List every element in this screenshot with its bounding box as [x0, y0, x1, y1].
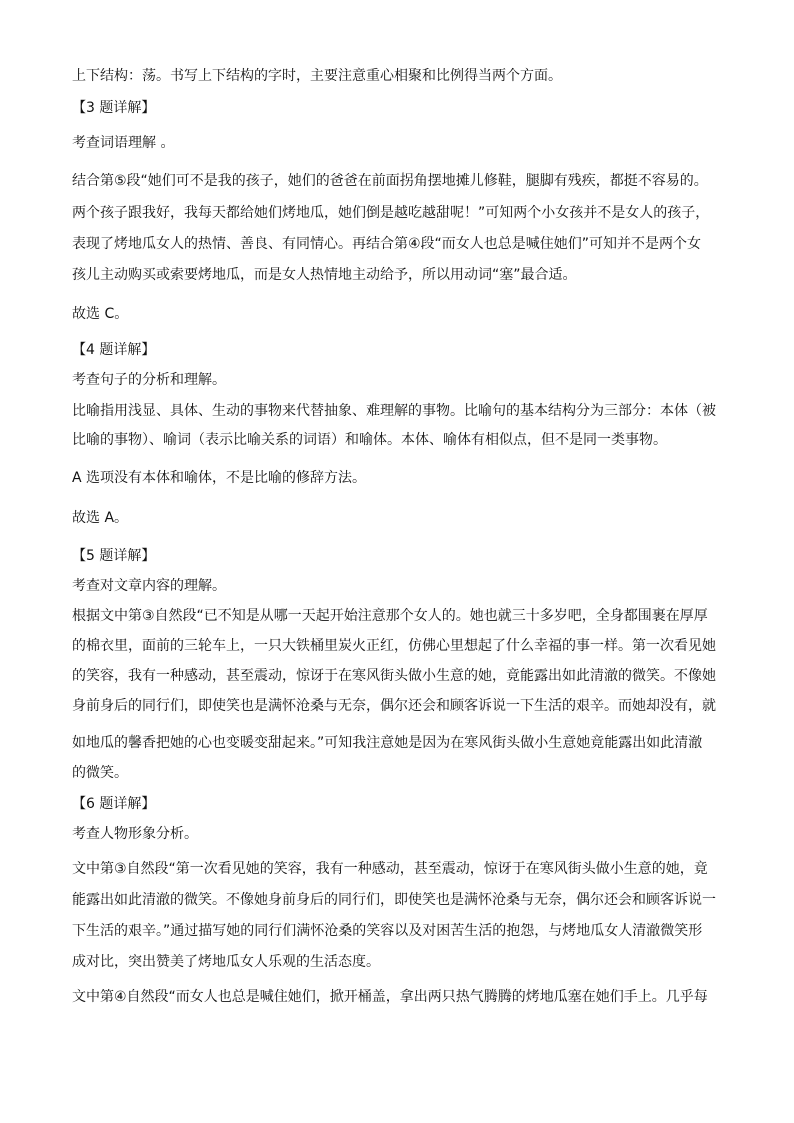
q5-line-1: 根据文中第③自然段“已不知是从哪一天起开始注意那个女人的。她也就三十多岁吧，全身都围裹在厚厚: [72, 608, 708, 624]
q4-topic: 考查句子的分析和理解。: [72, 372, 226, 388]
q6-line-1: 文中第③自然段“第一次看见她的笑容，我有一种感动，甚至震动，惊讶于在寒风街头做小生意的她，竟: [72, 861, 708, 877]
q3-answer: 故选 C。: [72, 306, 129, 322]
paragraph-structure-note: 上下结构：荡。书写上下结构的字时，主要注意重心相聚和比例得当两个方面。: [72, 68, 562, 84]
heading-q5: 【5 题详解】: [72, 548, 156, 564]
q5-line-3: 的笑容，我有一种感动，甚至震动，惊讶于在寒风街头做小生意的她，竟能露出如此清澈的微笑。不像她: [72, 668, 716, 684]
q3-line-2: 两个孩子跟我好，我每天都给她们烤地瓜，她们倒是越吃越甜呢！”可知两个小女孩并不是女人的孩子，: [72, 205, 710, 221]
heading-q4: 【4 题详解】: [72, 342, 156, 358]
q6-line-4: 成对比，突出赞美了烤地瓜女人乐观的生活态度。: [72, 954, 380, 970]
q5-line-2: 的棉衣里，面前的三轮车上，一只大铁桶里炭火正红，仿佛心里想起了什么幸福的事一样。第一次看见她: [72, 638, 716, 654]
heading-q3: 【3 题详解】: [72, 100, 156, 116]
q5-line-4: 身前身后的同行们，即使笑也是满怀沧桑与无奈，偶尔还会和顾客诉说一下生活的艰辛。而她却没有，就: [72, 698, 716, 714]
q6-line-3: 下生活的艰辛。”通过描写她的同行们满怀沧桑的笑容以及对困苦生活的抱怨，与烤地瓜女人清澈微笑形: [72, 923, 703, 939]
q5-line-5: 如地瓜的馨香把她的心也变暖变甜起来。”可知我注意她是因为在寒风街头做小生意她竟能露出如此清澈: [72, 735, 703, 751]
q5-line-6: 的微笑。: [72, 765, 128, 781]
q4-answer: 故选 A。: [72, 510, 129, 526]
q3-line-3: 表现了烤地瓜女人的热情、善良、有同情心。再结合第④段“而女人也总是喊住她们”可知并不是两个女: [72, 236, 702, 252]
q3-line-4: 孩儿主动购买或索要烤地瓜，而是女人热情地主动给予，所以用动词“塞”最合适。: [72, 267, 577, 283]
q4-line-2: 比喻的事物）、喻词（表示比喻关系的词语）和喻体。本体、喻体有相似点，但不是同一类事物。: [72, 432, 667, 448]
q3-topic: 考查词语理解 。: [72, 135, 175, 151]
q6-line-2: 能露出如此清澈的微笑。不像她身前身后的同行们，即使笑也是满怀沧桑与无奈，偶尔还会和顾客诉说一: [72, 892, 716, 908]
q4-line-3: A 选项没有本体和喻体，不是比喻的修辞方法。: [72, 470, 367, 486]
q6-topic: 考查人物形象分析。: [72, 826, 198, 842]
q5-topic: 考查对文章内容的理解。: [72, 578, 226, 594]
heading-q6: 【6 题详解】: [72, 796, 156, 812]
q3-line-1: 结合第⑤段“她们可不是我的孩子，她们的爸爸在前面拐角摆地摊儿修鞋，腿脚有残疾，都挺不容易的。: [72, 173, 708, 189]
q4-line-1: 比喻指用浅显、具体、生动的事物来代替抽象、难理解的事物。比喻句的基本结构分为三部分：本体（被: [72, 403, 716, 419]
q6-line-5: 文中第④自然段“而女人也总是喊住她们，掀开桶盖，拿出两只热气腾腾的烤地瓜塞在她们手上。几乎每: [72, 989, 708, 1005]
